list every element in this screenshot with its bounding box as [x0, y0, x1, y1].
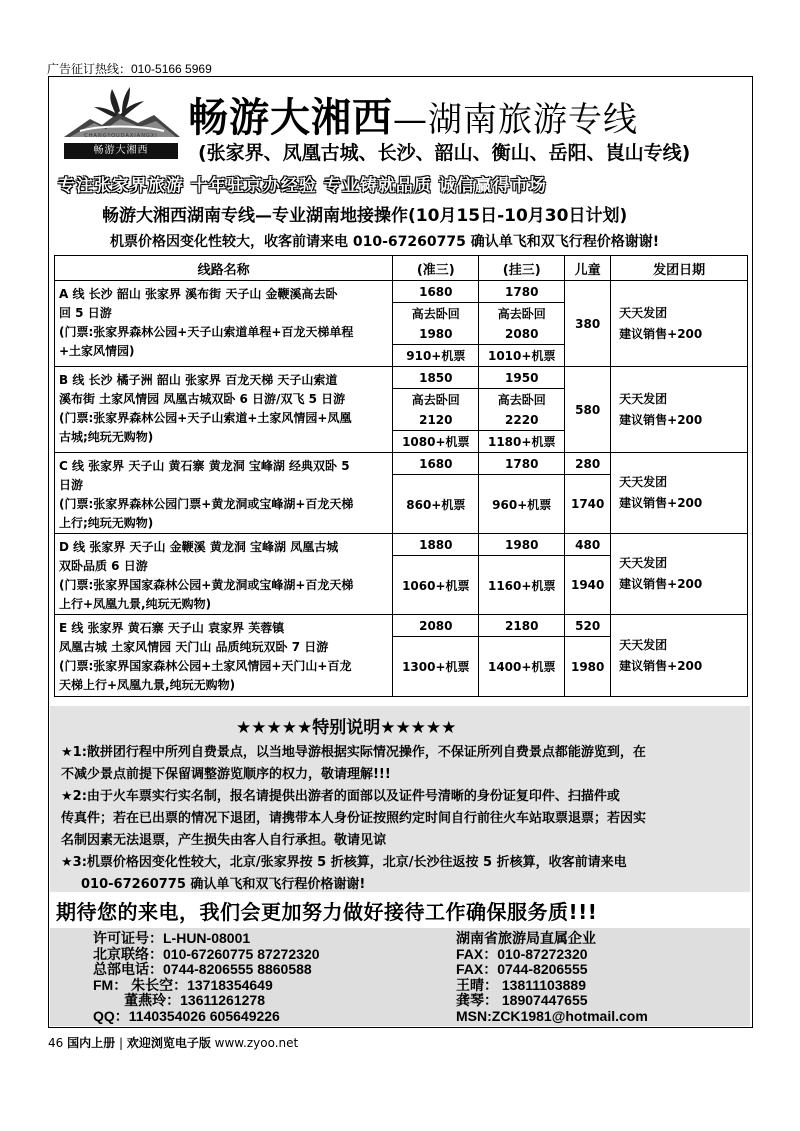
- table-row: [55, 367, 748, 389]
- depart-suggest: 建议销售+200: [619, 658, 703, 673]
- sleeper-label: 高去卧回: [411, 306, 460, 321]
- route-c-child-air: 1740: [565, 475, 611, 534]
- route-d-line: D 线 张家界 天子山 金鞭溪 黄龙洞 宝峰湖 凤凰古城: [59, 540, 339, 554]
- route-b-line: (门票:张家界森林公园+天子山索道+土家风情园+凤凰: [59, 411, 352, 425]
- route-b-p1: 1850: [393, 367, 479, 389]
- route-b-depart: [611, 367, 748, 453]
- route-a-depart: [611, 281, 748, 367]
- route-c-line: 日游: [59, 478, 84, 492]
- route-d-child: 480: [565, 534, 611, 556]
- depart-daily: 天天发团: [619, 475, 668, 489]
- affiliation: 湖南省旅游局直属企业: [456, 930, 596, 946]
- route-d-p1-air: 1060+机票: [393, 556, 479, 615]
- route-d-line: 双卧品质 6 日游: [59, 559, 148, 573]
- slogan: 专注张家界旅游 十年驻京办经验 专业铸就品质 诚信赢得市场: [58, 176, 547, 196]
- route-c-line: (门票:张家界森林公园门票+黄龙洞或宝峰湖+百龙天梯: [59, 497, 354, 511]
- route-e-child-air: 1980: [565, 637, 611, 697]
- route-b-p2-sleeper: [479, 389, 565, 431]
- qq-contact: QQ：1140354026 605649226: [93, 1007, 280, 1024]
- header-route: 线路名称: [55, 256, 393, 281]
- route-b-p2-air: 1180+机票: [479, 431, 565, 453]
- beijing-contact: 北京联络：010-67260775 87272320: [93, 945, 320, 962]
- closing-statement: 期待您的来电，我们会更加努力做好接待工作确保服务质!!!: [56, 900, 598, 924]
- route-c-line: 上行;纯玩无购物): [59, 516, 154, 530]
- sleeper-price: 1980: [419, 326, 453, 341]
- depart-suggest: 建议销售+200: [619, 412, 703, 427]
- footer-text: 欢迎浏览电子版: [126, 1036, 211, 1050]
- route-e-p1: 2080: [393, 615, 479, 637]
- page-title: [188, 86, 638, 143]
- route-d-p2: 1980: [479, 534, 565, 556]
- route-b-line: 古城;纯玩无购物): [59, 430, 154, 444]
- ad-hotline: 广告征订热线：010-5166 5969: [47, 62, 212, 76]
- sleeper-price: 2080: [505, 326, 539, 341]
- footer-divider: |: [118, 1036, 123, 1050]
- table-row: [55, 281, 748, 303]
- route-d-line: 上行+凤凰九景,纯玩无购物): [59, 597, 212, 611]
- note-line: ★3:机票价格因变化性较大，北京/张家界按 5 折核算，北京/长沙往返按 5 折核算，收客前请来电: [61, 855, 627, 870]
- route-c-p1: 1680: [393, 453, 479, 475]
- note-line: 不减少景点前提下保留调整游览顺序的权力，敬请理解!!!: [61, 767, 391, 782]
- route-c-p1-air: 860+机票: [393, 475, 479, 534]
- msn-contact: MSN:ZCK1981@hotmail.com: [456, 1007, 648, 1024]
- routes-table: [54, 255, 748, 697]
- sleeper-label: 高去卧回: [497, 306, 546, 321]
- logo-subtext: CHANGYOUDAXIANGXI: [84, 133, 158, 139]
- header-depart: 发团日期: [611, 256, 748, 281]
- route-a-p1-air: 910+机票: [393, 345, 479, 367]
- route-c-depart: [611, 453, 748, 534]
- title-cities: (张家界、凤凰古城、长沙、韶山、衡山、岳阳、崀山专线): [198, 142, 691, 164]
- license-number: 许可证号：L-HUN-08001: [93, 930, 251, 946]
- route-b-line: 溪布街 土家风情园 凤凰古城双卧 6 日游/双飞 5 日游: [59, 392, 346, 406]
- fax-beijing: FAX：010-87272320: [456, 945, 588, 962]
- route-e-line: (门票:张家界国家森林公园+土家风情园+天门山+百龙: [59, 659, 352, 673]
- depart-suggest: 建议销售+200: [619, 326, 703, 341]
- route-a-line: A 线 长沙 韶山 张家界 溪布街 天子山 金鞭溪高去卧: [59, 287, 338, 301]
- depart-daily: 天天发团: [619, 556, 668, 570]
- fm-contact-1: FM： 朱长空：13718354649: [93, 976, 273, 993]
- fm-contact-2: 董燕玲：13611261278: [93, 992, 265, 1008]
- route-a-line: +土家风情园): [59, 344, 135, 358]
- route-d-line: (门票:张家界国家森林公园+黄龙洞或宝峰湖+百龙天梯: [59, 578, 354, 592]
- route-a-desc: [55, 281, 393, 367]
- sleeper-price: 2120: [419, 412, 453, 427]
- route-e-p2: 2180: [479, 615, 565, 637]
- subheading: 畅游大湘西湖南专线—专业湖南地接操作(10月15日-10月30日计划): [102, 206, 628, 226]
- route-a-line: (门票:张家界森林公园+天子山索道单程+百龙天梯单程: [59, 325, 354, 339]
- footer-url[interactable]: www.zyoo.net: [214, 1036, 299, 1050]
- header-child: 儿童: [565, 256, 611, 281]
- route-e-depart: [611, 615, 748, 697]
- route-d-child-air: 1940: [565, 556, 611, 615]
- route-a-child: 380: [565, 281, 611, 367]
- logo: [60, 85, 184, 161]
- contacts-left: [93, 931, 320, 1024]
- route-e-p2-air: 1400+机票: [479, 637, 565, 697]
- route-c-child: 280: [565, 453, 611, 475]
- route-e-child: 520: [565, 615, 611, 637]
- note-line: ★2:由于火车票实行实名制，报名请提供出游者的面部以及证件号清晰的身份证复印件、扫描件或: [61, 789, 620, 804]
- depart-daily: 天天发团: [619, 391, 668, 406]
- route-c-p2: 1780: [479, 453, 565, 475]
- depart-suggest: 建议销售+200: [619, 577, 703, 591]
- route-b-p1-sleeper: [393, 389, 479, 431]
- note-line: ★1:散拼团行程中所列自费景点，以当地导游根据实际情况操作，不保证所列自费景点都能游览到，在: [61, 745, 646, 760]
- route-a-p2: 1780: [479, 281, 565, 303]
- route-e-p1-air: 1300+机票: [393, 637, 479, 697]
- sleeper-label: 高去卧回: [411, 392, 460, 407]
- fax-hq: FAX：0744-8206555: [456, 961, 588, 977]
- contact-gong: 龚琴： 18907447655: [456, 992, 588, 1008]
- table-row: [55, 453, 748, 475]
- route-e-desc: [55, 615, 393, 697]
- sleeper-label: 高去卧回: [497, 392, 546, 407]
- header-p2: (挂三): [479, 256, 565, 281]
- route-e-line: E 线 张家界 黄石寨 天子山 袁家界 芙蓉镇: [59, 621, 285, 635]
- route-d-p1: 1880: [393, 534, 479, 556]
- depart-daily: 天天发团: [619, 305, 668, 320]
- route-b-desc: [55, 367, 393, 453]
- sleeper-price: 2220: [505, 412, 539, 427]
- note-line: 名制因素无法退票，产生损失由客人自行承担。敬请见谅: [61, 833, 387, 848]
- hq-phone: 总部电话：0744-8206555 8860588: [93, 961, 312, 977]
- special-notes: [61, 742, 745, 896]
- route-d-depart: [611, 534, 748, 615]
- route-a-p1-sleeper: [393, 303, 479, 345]
- route-a-p2-sleeper: [479, 303, 565, 345]
- route-b-p1-air: 1080+机票: [393, 431, 479, 453]
- route-e-line: 天梯上行+凤凰九景,纯玩无购物): [59, 678, 236, 692]
- depart-suggest: 建议销售+200: [619, 496, 703, 510]
- title-brand: 畅游大湘西: [188, 95, 393, 141]
- route-c-p2-air: 960+机票: [479, 475, 565, 534]
- table-row: [55, 615, 748, 637]
- contact-wang: 王晴： 13811103889: [456, 976, 586, 993]
- route-c-line: C 线 张家界 天子山 黄石寨 黄龙洞 宝峰湖 经典双卧 5: [59, 459, 350, 473]
- logo-plate: 畅游大湘西: [64, 143, 178, 159]
- depart-daily: 天天发团: [619, 637, 668, 652]
- section-name: 国内上册: [67, 1036, 116, 1050]
- route-a-line: 回 5 日游: [59, 306, 112, 320]
- route-e-line: 凤凰古城 土家风情园 天门山 品质纯玩双卧 7 日游: [59, 640, 329, 654]
- route-c-desc: [55, 453, 393, 534]
- price-notice: 机票价格因变化性较大，收客前请来电 010-67260775 确认单飞和双飞行程价格谢谢!: [110, 234, 660, 250]
- route-b-child: 580: [565, 367, 611, 453]
- note-line: 传真件；若在已出票的情况下退团，请携带本人身份证按照约定时间自行前往火车站取票退票；若因实: [61, 811, 647, 826]
- route-b-line: B 线 长沙 橘子洲 韶山 张家界 百龙天梯 天子山索道: [59, 373, 338, 387]
- page-number: 46: [48, 1036, 64, 1050]
- route-d-p2-air: 1160+机票: [479, 556, 565, 615]
- title-sub: —湖南旅游专线: [393, 100, 638, 140]
- table-header-row: [55, 256, 748, 281]
- page-footer: [48, 1034, 298, 1051]
- header-p1: (准三): [393, 256, 479, 281]
- route-d-desc: [55, 534, 393, 615]
- route-a-p2-air: 1010+机票: [479, 345, 565, 367]
- route-b-p2: 1950: [479, 367, 565, 389]
- table-row: [55, 534, 748, 556]
- note-line: 010-67260775 确认单飞和双飞行程价格谢谢!: [81, 877, 366, 892]
- contacts-right: [456, 931, 648, 1024]
- route-a-p1: 1680: [393, 281, 479, 303]
- special-notes-title: ★★★★★特别说明★★★★★: [236, 718, 457, 738]
